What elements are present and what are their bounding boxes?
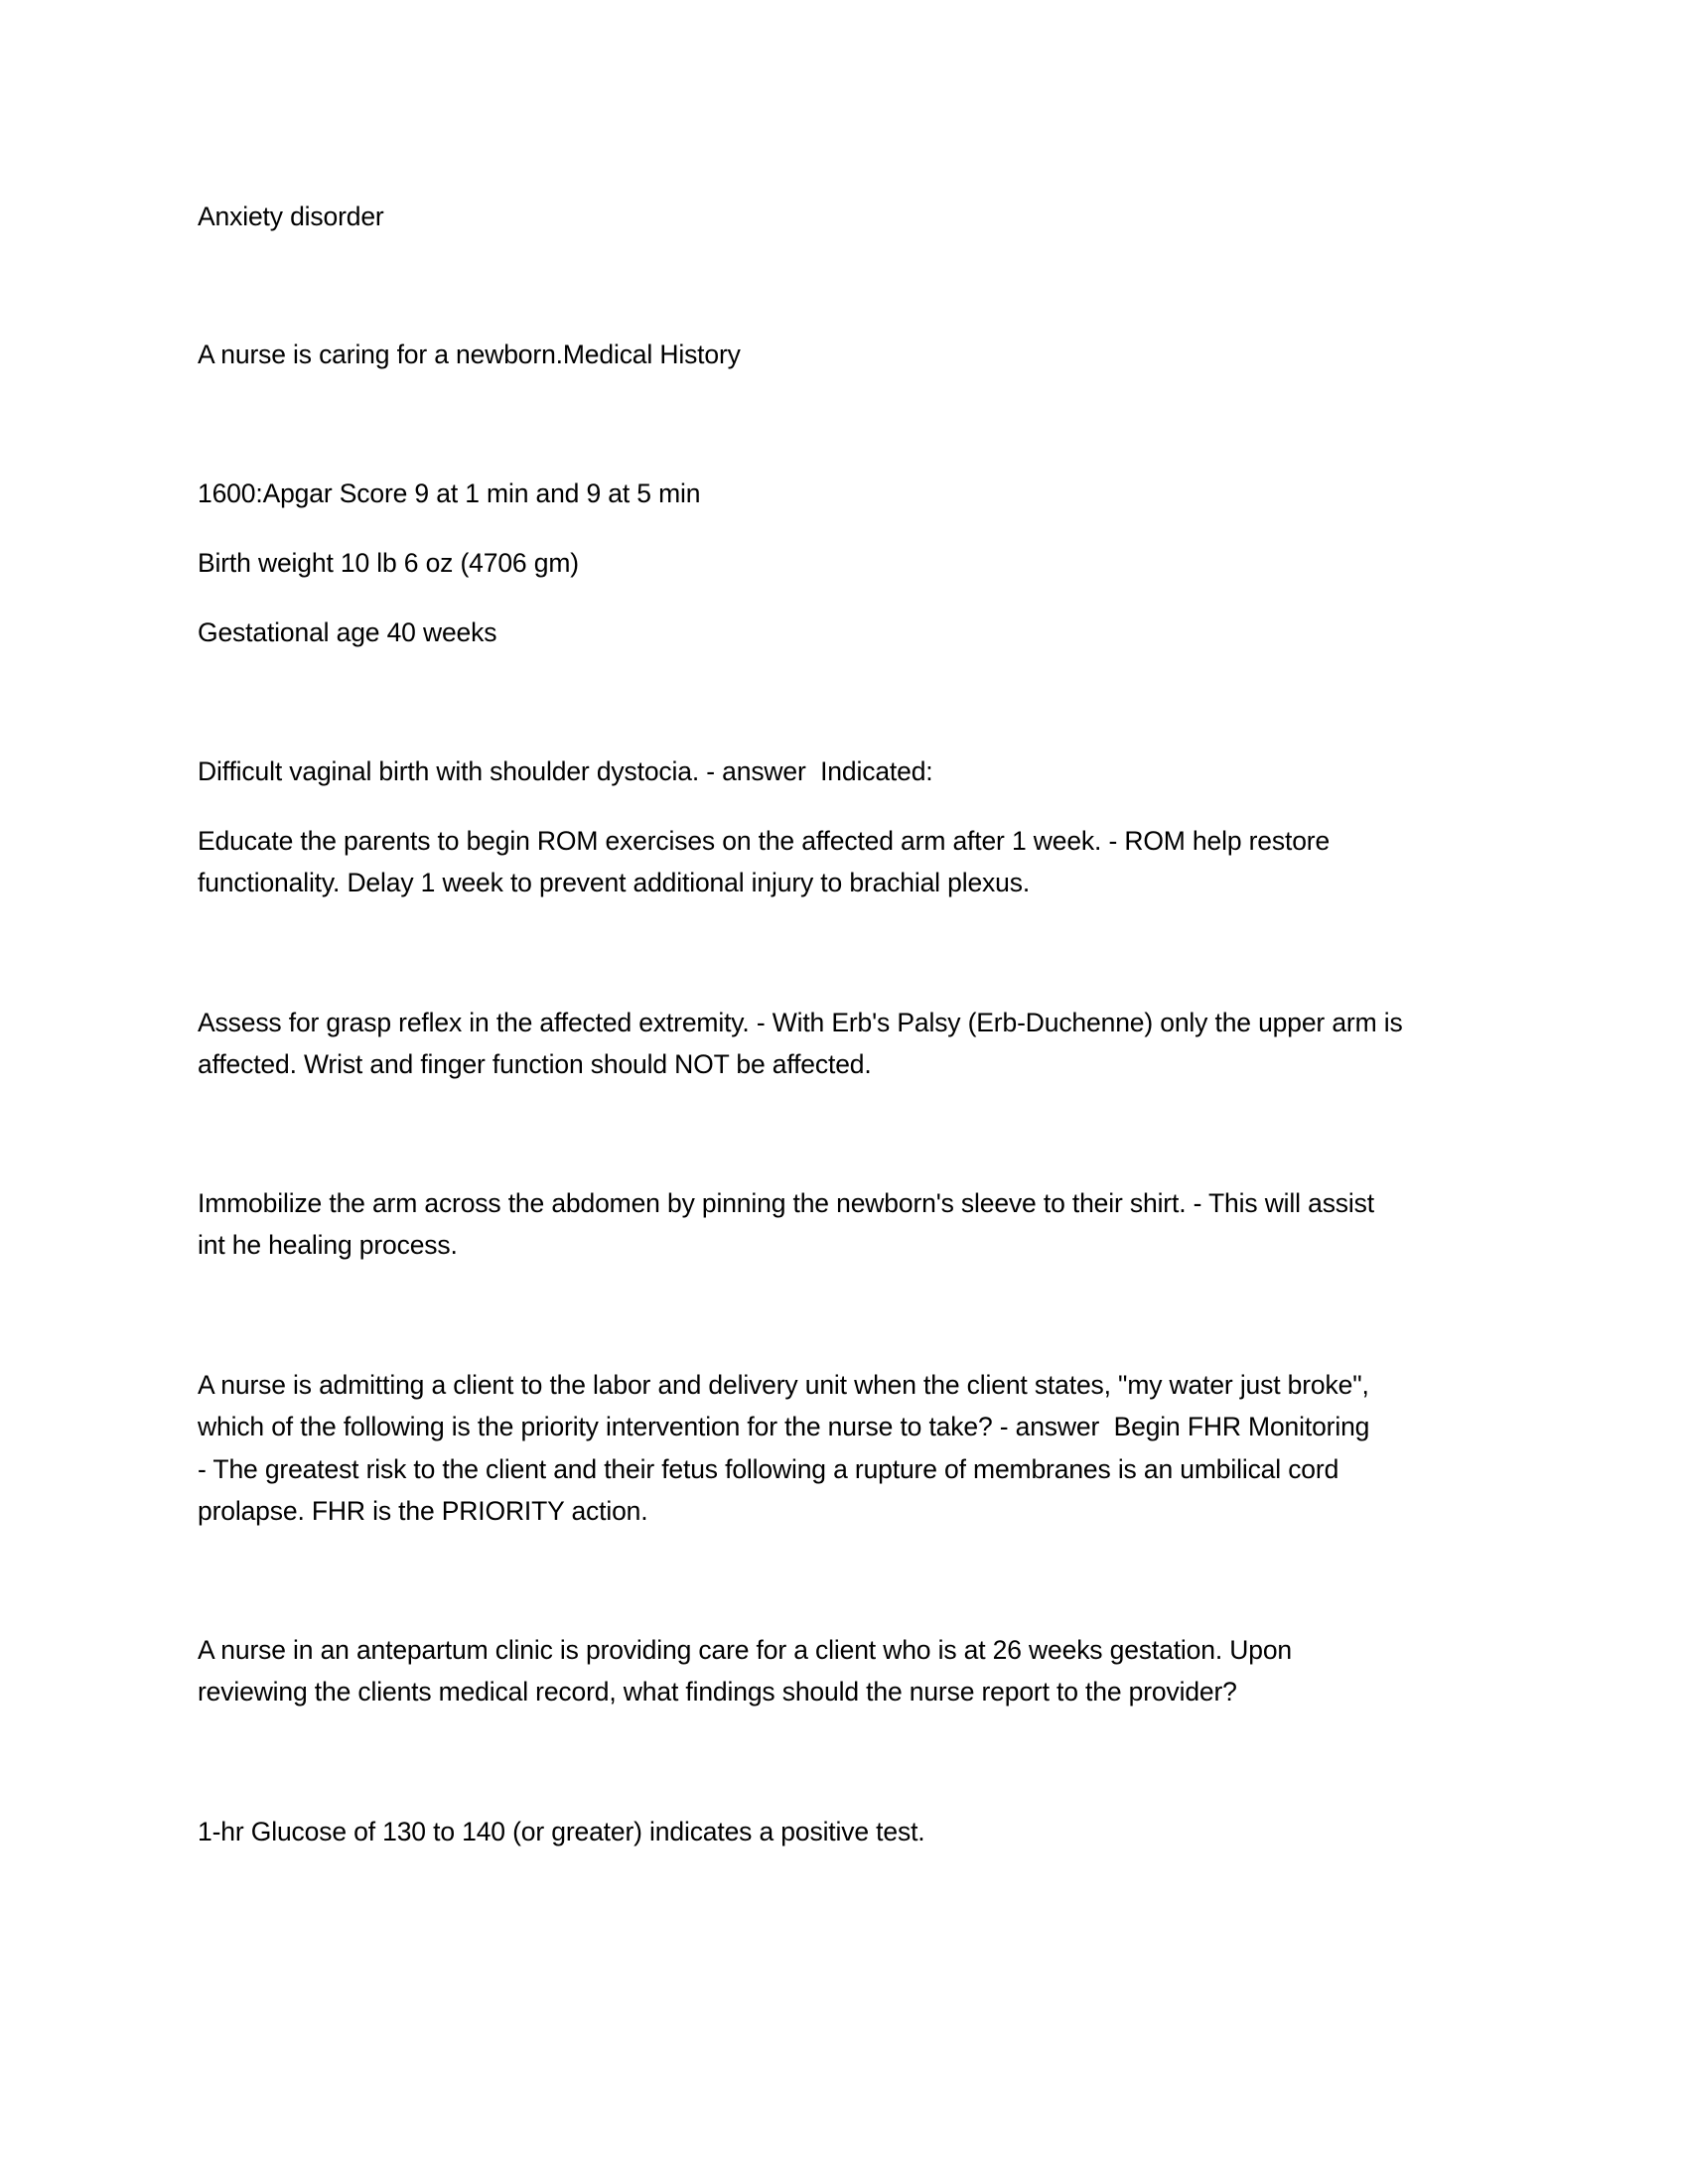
heading-anxiety-disorder: Anxiety disorder <box>198 202 384 231</box>
antepartum-clinic-line-2: reviewing the clients medical record, what findings should the nurse report to the provider? <box>198 1677 1237 1706</box>
apgar-score: 1600:Apgar Score 9 at 1 min and 9 at 5 min <box>198 478 701 508</box>
immobilize-arm-line-1: Immobilize the arm across the abdomen by pinning the newborn's sleeve to their shirt. - This will assist <box>198 1188 1374 1218</box>
case-intro: A nurse is caring for a newborn.Medical History <box>198 340 741 369</box>
antepartum-clinic-line-1: A nurse in an antepartum clinic is providing care for a client who is at 26 weeks gestation. Upon <box>198 1635 1292 1665</box>
water-broke-line-1: A nurse is admitting a client to the labor and delivery unit when the client states, "my water just broke", <box>198 1370 1369 1400</box>
immobilize-arm-line-2: int he healing process. <box>198 1230 458 1260</box>
water-broke-line-2: which of the following is the priority intervention for the nurse to take? - answer Begin FHR Monitoring <box>198 1412 1370 1441</box>
glucose-finding: 1-hr Glucose of 130 to 140 (or greater) indicates a positive test. <box>198 1817 925 1846</box>
grasp-reflex-line-2: affected. Wrist and finger function should NOT be affected. <box>198 1049 872 1079</box>
water-broke-line-3: - The greatest risk to the client and their fetus following a rupture of membranes is an umbilical cord <box>198 1454 1339 1484</box>
grasp-reflex-line-1: Assess for grasp reflex in the affected extremity. - With Erb's Palsy (Erb-Duchenne) only the upper arm is <box>198 1008 1403 1037</box>
gestational-age: Gestational age 40 weeks <box>198 617 497 647</box>
rom-exercises-line-1: Educate the parents to begin ROM exercises on the affected arm after 1 week. - ROM help restore <box>198 826 1331 856</box>
difficult-birth: Difficult vaginal birth with shoulder dystocia. - answer Indicated: <box>198 756 933 786</box>
birth-weight: Birth weight 10 lb 6 oz (4706 gm) <box>198 548 579 578</box>
rom-exercises-line-2: functionality. Delay 1 week to prevent additional injury to brachial plexus. <box>198 868 1031 897</box>
water-broke-line-4: prolapse. FHR is the PRIORITY action. <box>198 1496 648 1526</box>
